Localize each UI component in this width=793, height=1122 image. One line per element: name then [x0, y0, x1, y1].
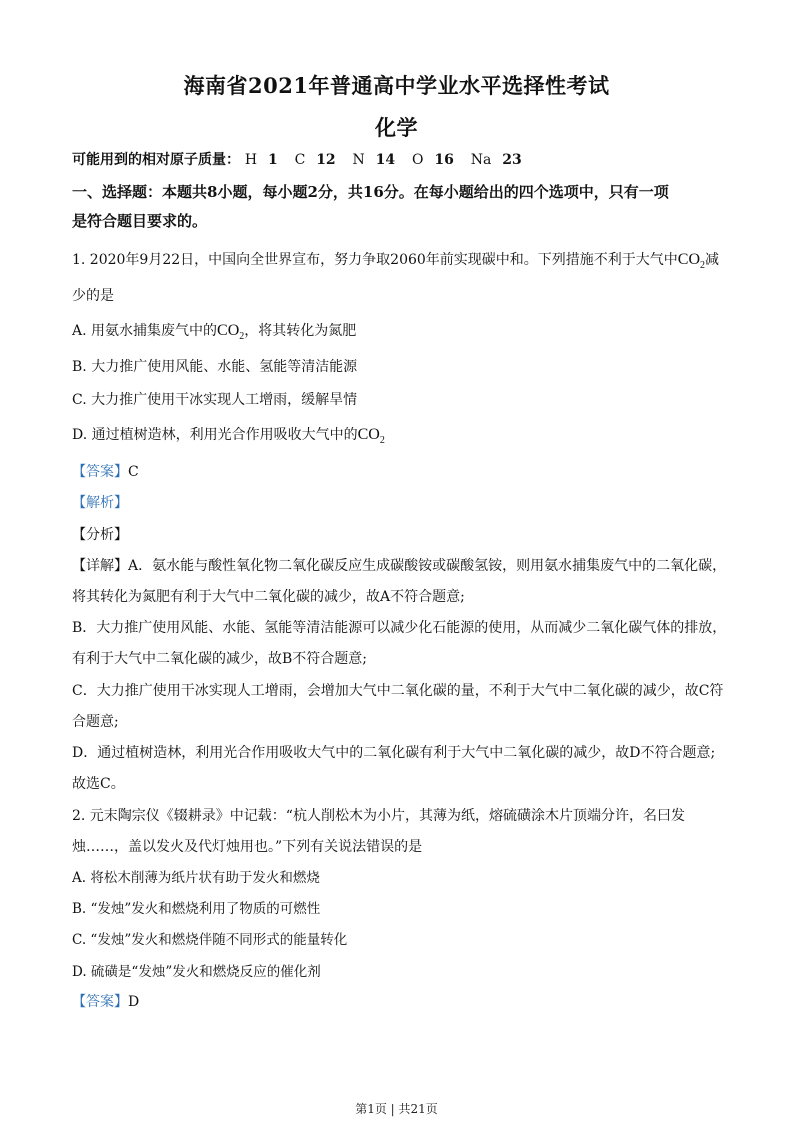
answer-value: D [128, 994, 140, 1010]
q1-stem-line2: 少的是 [72, 288, 114, 304]
page-title: 海南省2021年普通高中学业水平选择性考试 [183, 73, 610, 98]
answer-tag: 【答案】 [72, 464, 128, 480]
q1-stem-line1: 1. 2020年9月22日，中国向全世界宣布，努力争取2060年前实现碳中和。下列措施不利于大气中$CO_2$减 [72, 251, 720, 272]
q1-option-d: D. 通过植树造林，利用光合作用吸收大气中的$CO_2$ [72, 426, 385, 447]
element-symbol: O [412, 152, 424, 168]
q1-answer [72, 462, 721, 482]
q2-stem-line1: 2. 元末陶宗仪《辍耕录》中记载：“杭人削松木为小片，其薄为纸，熔硫磺涂木片顶端分许，名曰发 [72, 808, 685, 824]
q1-detail-line6: 合题意; [72, 714, 119, 730]
analysis-tag: 【解析】 [72, 495, 128, 511]
q2-option-d: D. 硫磺是“发烛”发火和燃烧反应的催化剂 [72, 964, 321, 980]
co2-formula: $CO_2$ [217, 322, 245, 343]
element-mass: 14 [375, 152, 396, 168]
element-mass: 1 [267, 152, 278, 168]
element-mass: 16 [434, 152, 454, 168]
atomic-mass-line [72, 150, 721, 170]
analyze-tag: 【分析】 [72, 527, 128, 543]
answer-tag: 【答案】 [72, 994, 128, 1010]
q1-detail-line1: 【详解】A．氨水能与酸性氧化物二氧化碳反应生成碳酸铵或碳酸氢铵，则用氨水捕集废气中的二氧化碳， [72, 558, 727, 574]
q2-answer [72, 992, 721, 1012]
q1-detail-line7: D．通过植树造林，利用光合作用吸收大气中的二氧化碳有利于大气中二氧化碳的减少，故D不符合题意; [72, 745, 716, 761]
q1-detail-line3: B．大力推广使用风能、水能、氢能等清洁能源可以减少化石能源的使用，从而减少二氧化碳气体的排放， [72, 620, 727, 636]
q2-option-a: A. 将松木削薄为纸片状有助于发火和燃烧 [72, 870, 320, 886]
q1-option-b: B. 大力推广使用风能、水能、氢能等清洁能源 [72, 359, 358, 375]
q2-stem-line2: 烛……，盖以发火及代灯烛用也。”下列有关说法错误的是 [72, 839, 423, 855]
section-heading-line2: 是符合题目要求的。 [72, 212, 208, 230]
atomic-mass-label: 可能用到的相对原子质量： [72, 152, 240, 168]
section-heading-line1: 一、选择题：本题共8小题，每小题2分，共16分。在每小题给出的四个选项中，只有一项 [72, 183, 669, 201]
detail-tag: 【详解】 [72, 558, 128, 574]
q1-detail-line4: 有利于大气中二氧化碳的减少，故B不符合题意; [72, 651, 368, 667]
element-mass: 23 [502, 152, 522, 168]
element-symbol: C [294, 152, 306, 168]
element-symbol: H [244, 152, 258, 168]
co2-formula: $CO_2$ [677, 251, 706, 272]
element-symbol: N [352, 152, 365, 168]
element-symbol: Na [470, 152, 492, 168]
answer-value: C [128, 464, 139, 480]
q1-option-a: A. 用氨水捕集废气中的$CO_2$，将其转化为氮肥 [72, 322, 357, 343]
q2-option-b: B. “发烛”发火和燃烧利用了物质的可燃性 [72, 901, 321, 917]
page-footer: 第1页 | 共21页 [355, 1102, 438, 1116]
co2-formula: $CO_2$ [357, 426, 385, 447]
q1-detail-line5: C．大力推广使用干冰实现人工增雨，会增加大气中二氧化碳的量，不利于大气中二氧化碳的减少，故C符 [72, 683, 724, 699]
q1-detail-line2: 将其转化为氮肥有利于大气中二氧化碳的减少，故A不符合题意; [72, 589, 465, 605]
page-subtitle: 化学 [375, 115, 418, 140]
q1-option-c: C. 大力推广使用干冰实现人工增雨，缓解旱情 [72, 392, 358, 408]
q2-option-c: C. “发烛”发火和燃烧伴随不同形式的能量转化 [72, 932, 348, 948]
q1-detail-line8: 故选C。 [72, 776, 125, 792]
element-mass: 12 [316, 152, 336, 168]
q1-stem-text: 1. 2020年9月22日，中国向全世界宣布，努力争取2060年前实现碳中和。下列措施不利于大气中 [72, 252, 678, 268]
